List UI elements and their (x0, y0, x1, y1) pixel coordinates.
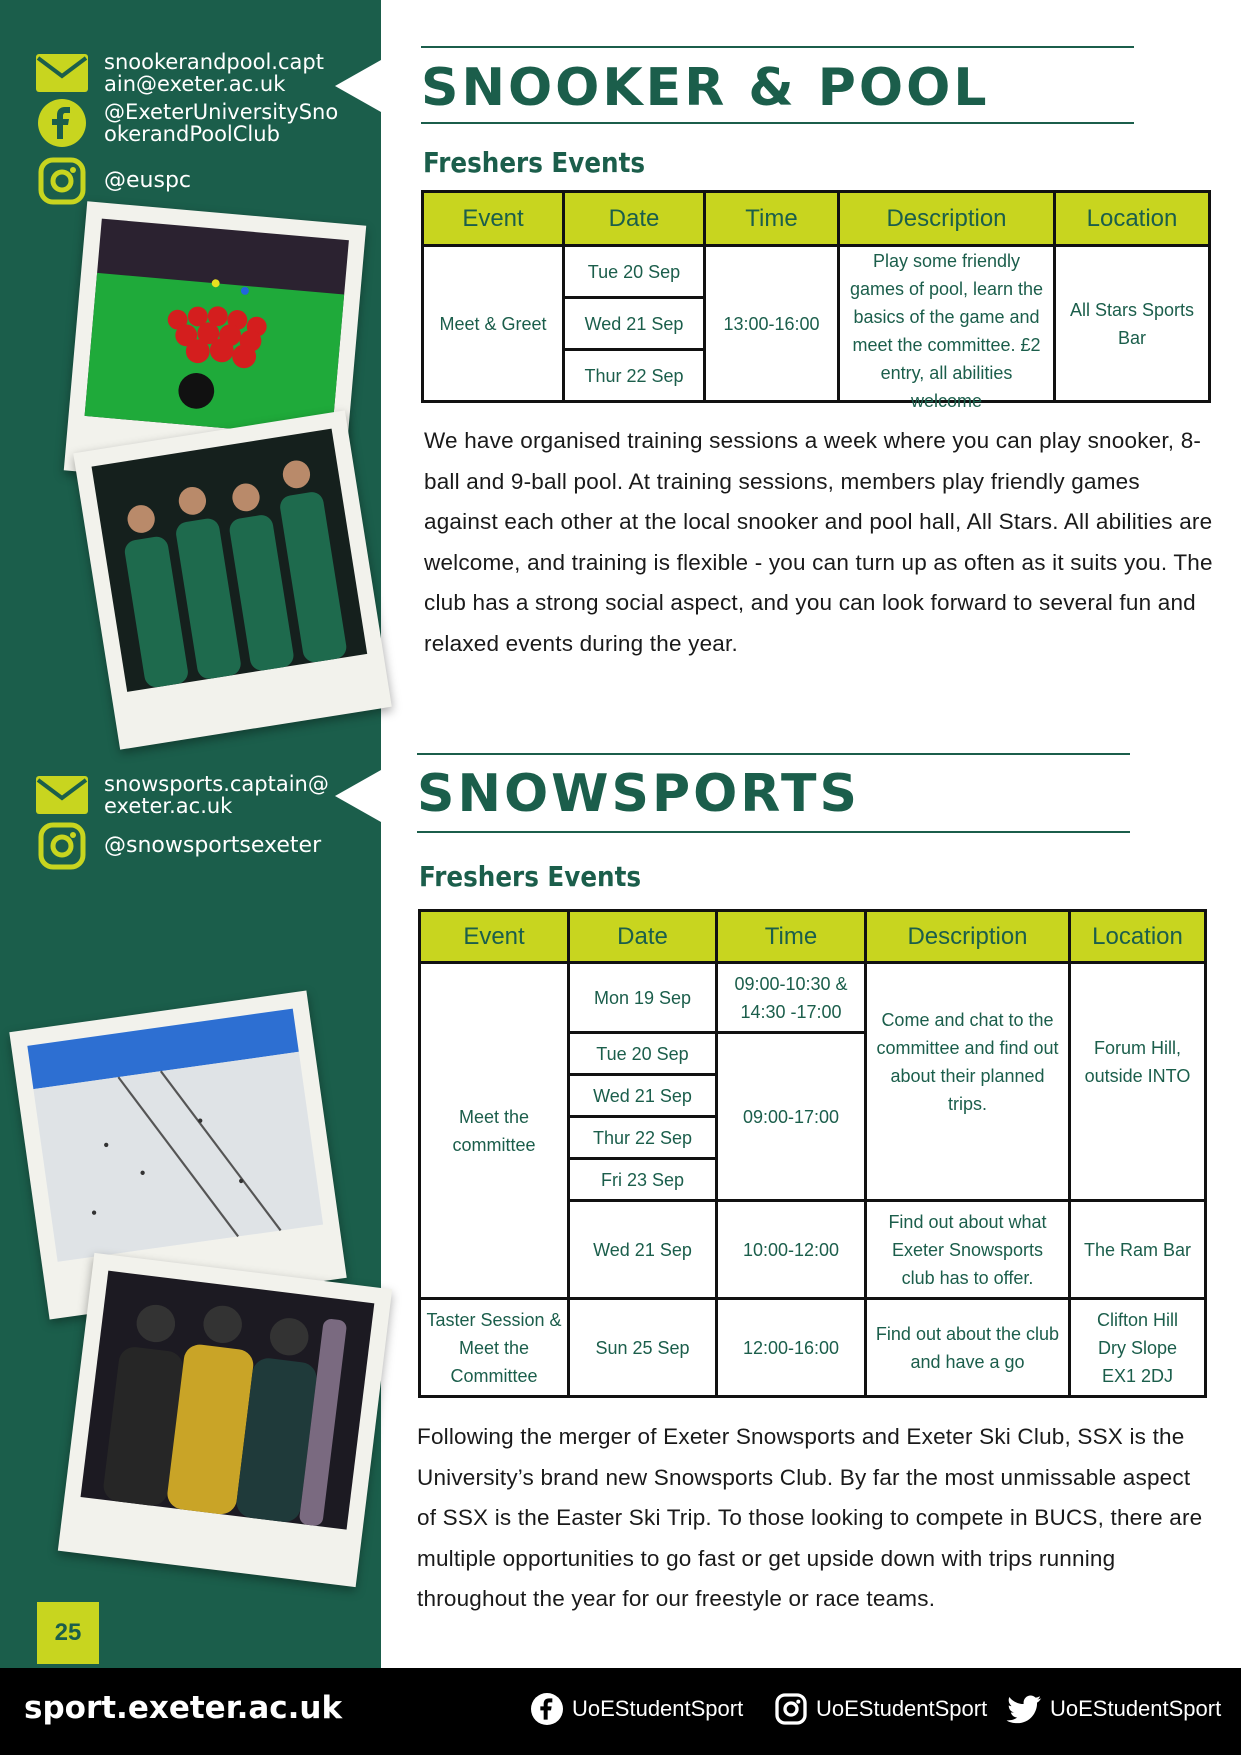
section-rule (417, 753, 1130, 755)
contact-pointer (335, 60, 381, 112)
footer (0, 1668, 1241, 1755)
footer-facebook-handle: UoEStudentSport (572, 1696, 744, 1721)
time-cell: 10:00-12:00 (717, 1201, 866, 1299)
footer-instagram-handle: UoEStudentSport (816, 1696, 988, 1721)
table-header: Time (717, 911, 866, 963)
snowsports-email[interactable]: snowsports.captain@ exeter.ac.uk (104, 772, 329, 818)
snooker-instagram[interactable]: @euspc (104, 168, 192, 193)
snooker-facebook[interactable]: @ExeterUniversitySno okerandPoolClub (104, 100, 339, 146)
table-header: Time (705, 192, 839, 246)
date-cell: Tue 20 Sep (569, 1033, 717, 1075)
time-cell: 13:00-16:00 (705, 246, 839, 402)
ski-slope-image (27, 1009, 323, 1262)
table-header: Date (564, 192, 705, 246)
facebook-icon (530, 1692, 564, 1726)
description-cell: Come and chat to the committee and find out about their planned trips. (866, 963, 1070, 1201)
snooker-balls-image (85, 219, 349, 438)
event-cell: Meet & Greet (423, 246, 564, 402)
date-cell: Sun 25 Sep (569, 1299, 717, 1397)
date-cell: Tue 20 Sep (564, 246, 705, 298)
table-header: Location (1055, 192, 1210, 246)
email-icon (36, 772, 88, 818)
location-cell: The Ram Bar (1070, 1201, 1206, 1299)
snowsports-subtitle: Freshers Events (419, 860, 642, 893)
date-cell: Mon 19 Sep (569, 963, 717, 1033)
snooker-title: SNOOKER & POOL (421, 58, 990, 118)
time-cell: 12:00-16:00 (717, 1299, 866, 1397)
snowsports-instagram-contact[interactable] (36, 823, 321, 869)
table-header: Date (569, 911, 717, 963)
footer-facebook[interactable] (530, 1692, 743, 1726)
description-cell: Play some friendly games of pool, learn the basics of the game and meet the committee. £2 entry, all abilities welcome (839, 246, 1055, 402)
location-cell: All Stars Sports Bar (1055, 246, 1210, 402)
snowsports-events-table (418, 909, 1207, 1398)
date-cell: Thur 22 Sep (569, 1117, 717, 1159)
time-cell: 09:00-17:00 (717, 1033, 866, 1201)
email-icon (36, 50, 88, 96)
snooker-description: We have organised training sessions a week where you can play snooker, 8-ball and 9-ball pool. At training sessions, members play friendly games against each other at the local snooker and pool hall, All Stars. All abilities are welcome, and training is flexible - you can turn up as often as it suits you. The club has a strong social aspect, and you can look forward to several fun and relaxed events during the year. (424, 428, 1213, 656)
section-rule (421, 46, 1134, 48)
sidebar (0, 0, 381, 1668)
snowsports-email-contact[interactable] (36, 772, 329, 818)
snooker-facebook-contact[interactable] (36, 100, 338, 146)
snowsports-description: Following the merger of Exeter Snowsports and Exeter Ski Club, SSX is the University’s brand new Snowsports Club. By far the most unmissable aspect of SSX is the Easter Ski Trip. To those looking to compete in BUCS, there are multiple opportunities to go fast or get upside down with trips running throughout the year for our freestyle or race teams. (417, 1424, 1203, 1611)
table-header: Event (420, 911, 569, 963)
snooker-email[interactable]: snookerandpool.capt ain@exeter.ac.uk (104, 50, 324, 96)
snowsports-team-image (81, 1271, 375, 1530)
snooker-subtitle: Freshers Events (423, 146, 646, 179)
footer-twitter-handle: UoEStudentSport (1050, 1696, 1222, 1721)
section-rule (417, 831, 1130, 833)
date-cell: Fri 23 Sep (569, 1159, 717, 1201)
event-cell: Meet the committee (420, 963, 569, 1299)
table-header: Description (866, 911, 1070, 963)
page-number: 25 (37, 1602, 99, 1664)
location-cell: Clifton Hill Dry Slope EX1 2DJ (1070, 1299, 1206, 1397)
snooker-email-contact[interactable] (36, 50, 324, 96)
description-cell: Find out about the club and have a go (866, 1299, 1070, 1397)
date-cell: Wed 21 Sep (569, 1201, 717, 1299)
snowsports-instagram[interactable]: @snowsportsexeter (104, 833, 322, 858)
snowsports-title: SNOWSPORTS (417, 764, 860, 824)
twitter-icon (1008, 1692, 1042, 1726)
table-header: Event (423, 192, 564, 246)
table-header: Description (839, 192, 1055, 246)
instagram-icon (36, 158, 88, 204)
footer-twitter[interactable] (1008, 1692, 1221, 1726)
snooker-events-table (421, 190, 1211, 411)
snowsports-team-photo (58, 1253, 392, 1587)
footer-url[interactable]: sport.exeter.ac.uk (24, 1690, 343, 1726)
section-rule (421, 122, 1134, 124)
description-cell: Find out about what Exeter Snowsports club has to offer. (866, 1201, 1070, 1299)
event-cell: Taster Session & Meet the Committee (420, 1299, 569, 1397)
instagram-icon (36, 823, 88, 869)
contact-pointer (335, 770, 381, 822)
time-cell: 09:00-10:30 & 14:30 -17:00 (717, 963, 866, 1033)
snooker-team-image (92, 429, 368, 692)
facebook-icon (36, 100, 88, 146)
date-cell: Wed 21 Sep (569, 1075, 717, 1117)
snooker-instagram-contact[interactable] (36, 158, 191, 204)
snooker-team-photo (73, 410, 392, 749)
location-cell: Forum Hill, outside INTO (1070, 963, 1206, 1201)
footer-instagram[interactable] (774, 1692, 987, 1726)
instagram-icon (774, 1692, 808, 1726)
date-cell: Thur 22 Sep (564, 350, 705, 402)
table-header: Location (1070, 911, 1206, 963)
date-cell: Wed 21 Sep (564, 298, 705, 350)
